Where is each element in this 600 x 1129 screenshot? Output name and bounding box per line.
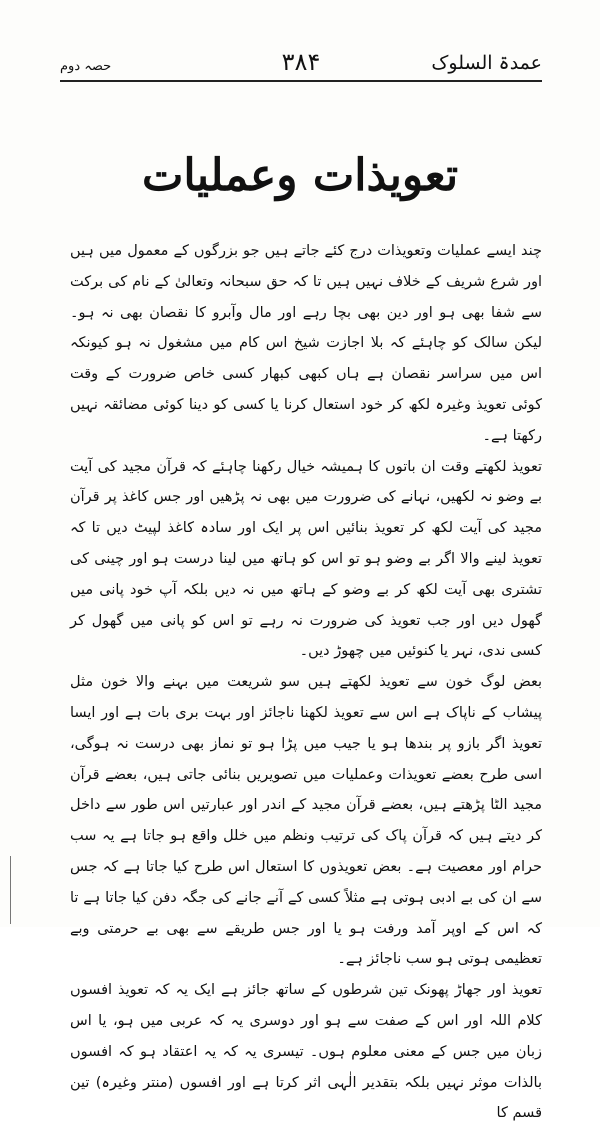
page-number: ۳۸۴: [281, 48, 321, 76]
page-edge-mark: [10, 856, 11, 924]
paragraph-writing-rules: تعویذ لکھتے وقت ان باتوں کا ہمیشہ خیال رکھنا چاہئے کہ قرآن مجید کی آیت بے وضو نہ لکھیں، نہانے کی ضرورت میں بھی نہ پڑھیں اور جس کاغذ پر قرآن مجید کی آیت لکھ کر تعویذ بنائیں اس پر ایک اور سادہ کاغذ لپیٹ دیں تا کہ تعویذ لینے والا اگر بے وضو ہو تو اس کو ہاتھ میں لینا درست ہو اور چینی کی تشتری بھی آیت لکھ کر بے وضو کے ہاتھ میں نہ دیں بلکہ آپ خود پانی میں گھول دیں اور جب تعویذ کی ضرورت نہ رہے تو اس کو پانی میں گھول کر کسی ندی، نہر یا کنوئیں میں چھوڑ دیں۔: [70, 458, 542, 660]
book-title: عمدۃ السلوک: [431, 52, 542, 74]
chapter-title: تعویذات وعملیات: [141, 150, 459, 201]
paragraph-intro: چند ایسے عملیات وتعویذات درج کئے جاتے ہیں جو بزرگوں کے معمول میں ہیں اور شرع شریف کے خلاف نہیں ہیں تا کہ حق سبحانہ وتعالیٰ کے نام کی برکت سے شفا بھی ہو اور دین بھی بچا رہے اور مال وآبرو کا نقصان بھی نہ ہو۔ لیکن سالک کو چاہئے کہ بلا اجازت شیخ اس کام میں مشغول نہ ہو کیونکہ اس میں سراسر نقصان ہے ہاں کبھی کبھار کسی خاص ضرورت کے وقت کوئی تعویذ وغیرہ لکھ کر خود استعال کرنا یا کسی کو دینا کوئی مضائقہ نہیں رکھتا ہے۔: [70, 243, 542, 444]
part-label: حصہ دوم: [60, 59, 112, 74]
paragraph-conditions: تعویذ اور جھاڑ پھونک تین شرطوں کے ساتھ جائز ہے ایک یہ کہ تعویذ افسوں کلام اللہ اور اس کے صفت سے ہو اور دوسری یہ کہ عربی میں ہو، یا اس زبان میں جس کے معنی معلوم ہوں۔ تیسری یہ کہ یہ اعتقاد ہو کہ افسوں بالذات موثر نہیں بلکہ بتقدیر الٰہی اثر کرتا ہے اور افسوں (منتر وغیرہ) تین قسم کا: [70, 982, 542, 1122]
running-header: [60, 40, 542, 82]
body-text: [70, 236, 542, 1129]
paragraph-prohibitions: بعض لوگ خون سے تعویذ لکھتے ہیں سو شریعت میں بہنے والا خون مثل پیشاب کے ناپاک ہے اس سے تعویذ لکھنا ناجائز اور بہت بری بات ہے اور ایسا تعویذ اگر بازو پر بندھا ہو یا جیب میں پڑا ہو تو نماز بھی درست نہ ہوگی، اسی طرح بعضے تعویذات وعملیات میں تصویریں بنائی جاتی ہیں، بعضے قرآن مجید الٹا پڑھتے ہیں، بعضے قرآن مجید کے اندر اور عبارتیں اس طور سے داخل کر دیتے ہیں کہ قرآن پاک کی ترتیب ونظم میں خلل واقع ہو جاتا ہے یہ سب حرام اور معصیت ہے۔ بعض تعویذوں کا استعال اس طرح کیا جاتا ہے کہ جس سے ان کی بے ادبی ہوتی ہے مثلاً کسی کے آنے جانے کی جگہ دفن کیا جاتا ہے تا کہ اس کے اوپر آمد ورفت ہو یا اور جس طریقے سے بھی بے حرمتی وبے تعظیمی ہوتی ہو سب ناجائز ہے۔: [70, 674, 542, 968]
